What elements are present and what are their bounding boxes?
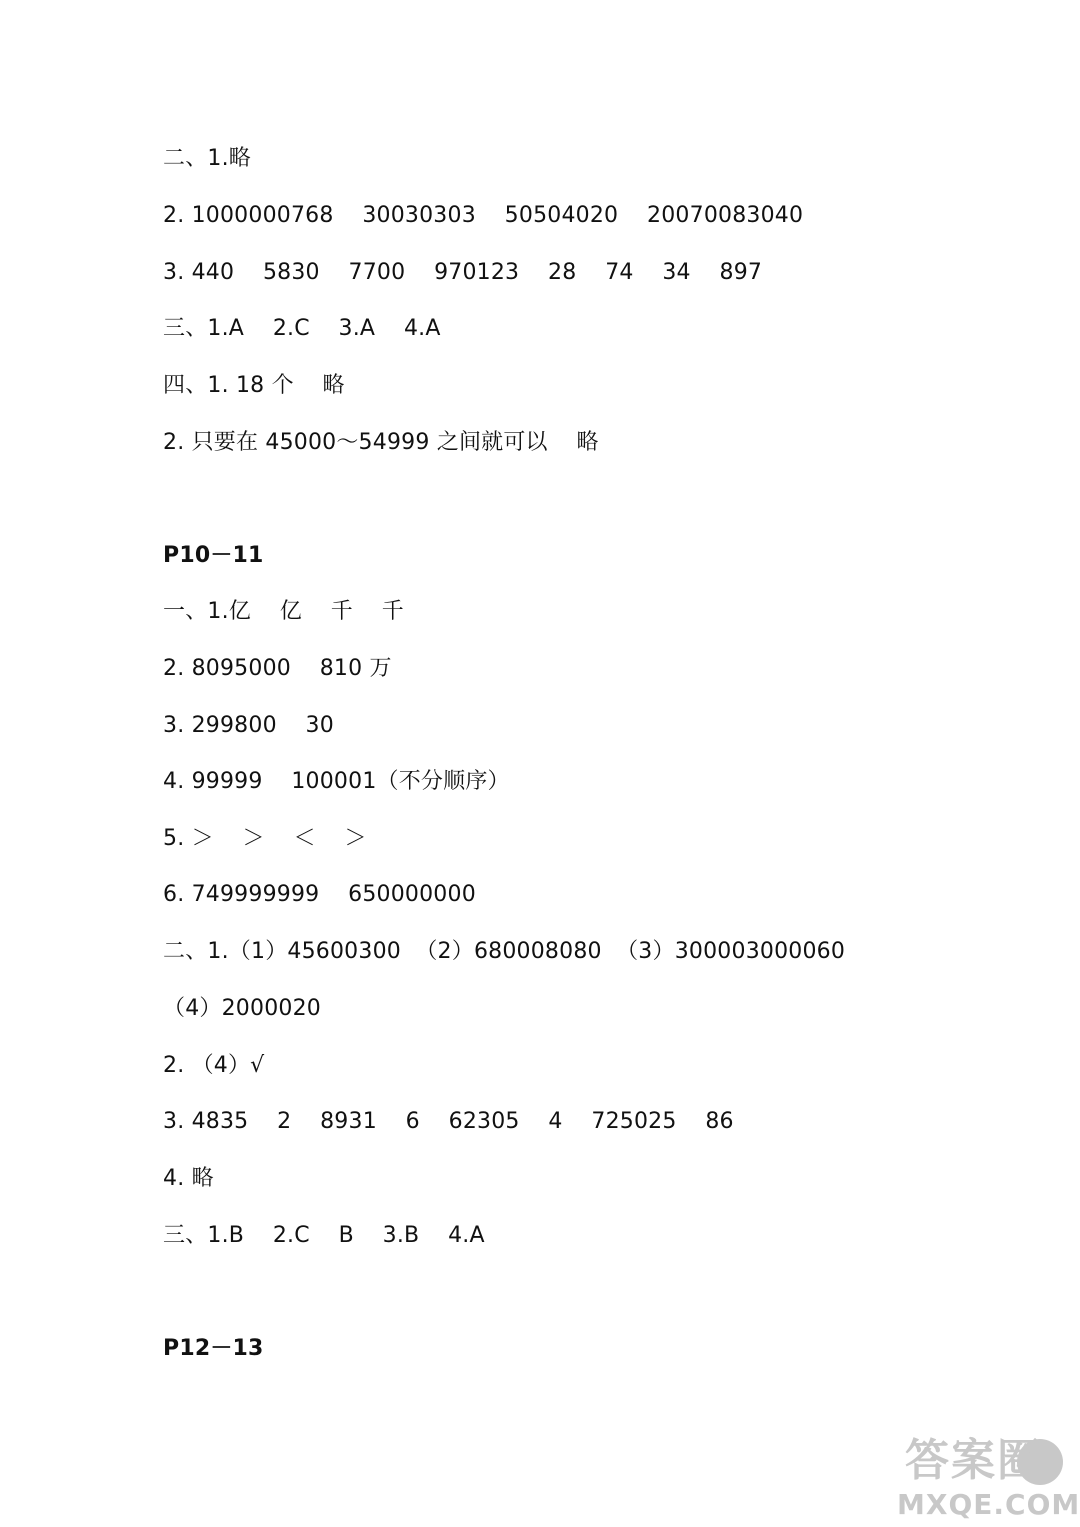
answer-line: 2. 1000000768 30030303 50504020 20070083040 (163, 203, 804, 228)
answer-line: 2. （4）√ (163, 1053, 265, 1078)
answer-line: 二、1.略 (163, 146, 251, 171)
answer-line: 三、1.B 2.C B 3.B 4.A (163, 1223, 485, 1248)
section-heading: P12－13 (163, 1336, 264, 1361)
watermark-url: MXQE.COM (897, 1488, 1080, 1521)
watermark-stamp: 答案圈 (905, 1435, 1043, 1486)
watermark-logo (895, 1435, 1080, 1523)
answer-line: 二、1.（1）45600300 （2）680008080 （3）300003000060 (163, 939, 846, 964)
answer-line: 2. 只要在 45000～54999 之间就可以 略 (163, 430, 599, 455)
section-heading: P10－11 (163, 543, 264, 568)
answer-line: 6. 749999999 650000000 (163, 882, 476, 907)
answer-line: 4. 略 (163, 1166, 214, 1191)
answer-line: 2. 8095000 810 万 (163, 656, 392, 681)
answer-line: 四、1. 18 个 略 (163, 373, 345, 398)
answer-line: 3. 299800 30 (163, 713, 334, 738)
answer-line: 4. 99999 100001（不分顺序） (163, 769, 510, 794)
answer-line: （4）2000020 (163, 996, 321, 1021)
answer-line: 三、1.A 2.C 3.A 4.A (163, 316, 441, 341)
answer-line: 3. 440 5830 7700 970123 28 74 34 897 (163, 260, 763, 285)
answer-line: 3. 4835 2 8931 6 62305 4 725025 86 (163, 1109, 734, 1134)
answer-line: 一、1.亿 亿 千 千 (163, 599, 404, 624)
answer-line: 5. ＞ ＞ ＜ ＞ (163, 826, 367, 851)
